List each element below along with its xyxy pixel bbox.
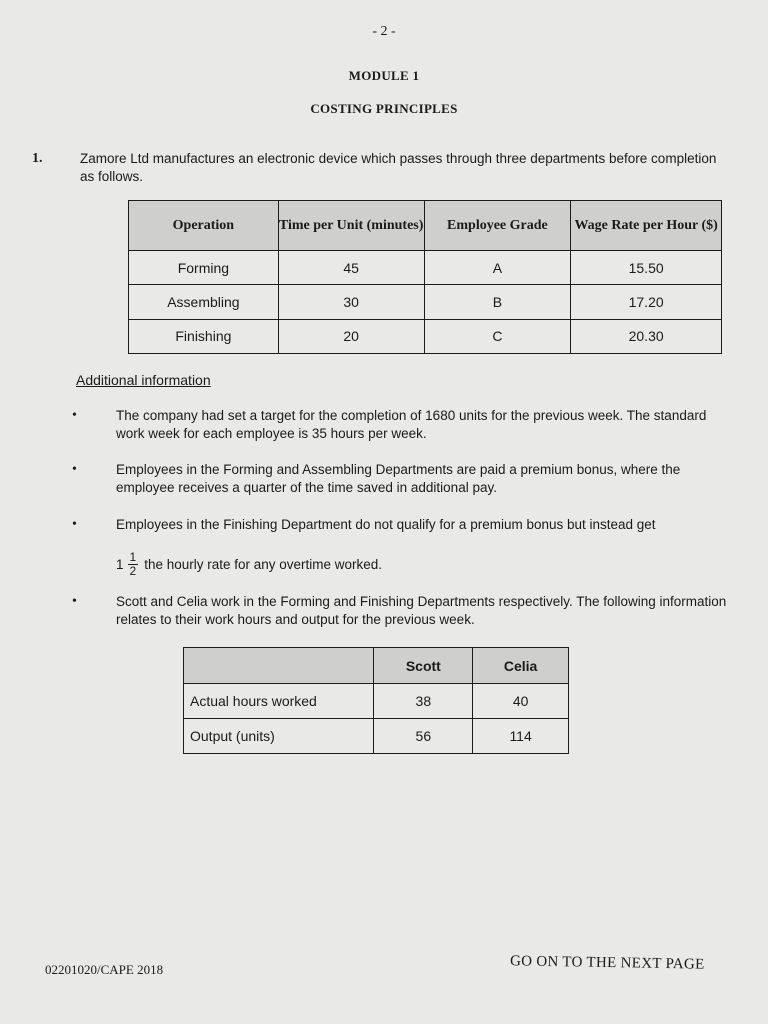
table-header-row [129, 201, 722, 251]
fraction-denominator: 2 [129, 564, 137, 578]
bullet-icon: • [72, 462, 77, 477]
column-header: Scott [374, 648, 473, 684]
table-row [184, 684, 569, 719]
next-page-notice: GO ON TO THE NEXT PAGE [509, 953, 705, 973]
bullet-text: The company had set a target for the completion of 1680 units for the previous week. The standard work week for each employee is 35 hours per week. [116, 408, 707, 441]
table-cell: Finishing [129, 319, 279, 353]
fraction [128, 551, 139, 578]
fraction-numerator: 1 [129, 550, 137, 564]
exam-code: 02201020/CAPE 2018 [45, 962, 164, 977]
table-cell: 20 [278, 319, 424, 353]
column-header [184, 648, 374, 684]
table-row [129, 319, 722, 353]
table-cell: 20.30 [571, 319, 722, 353]
table-cell: 56 [374, 719, 473, 754]
question-number: 1. [32, 151, 43, 166]
module-heading: MODULE 1 [348, 68, 420, 83]
bullet-icon: • [72, 517, 77, 532]
question-text: Zamore Ltd manufactures an electronic device which passes through three departments before completion as follows. [80, 151, 717, 184]
table-row [184, 719, 569, 754]
bullet-text: Scott and Celia work in the Forming and Finishing Departments respectively. The following information relates to their work hours and output for the previous week. [116, 594, 727, 627]
employee-table [183, 647, 569, 754]
table-cell: 17.20 [571, 285, 722, 319]
table-row [129, 251, 722, 285]
table-cell: 45 [278, 251, 424, 285]
table-cell: C [424, 319, 571, 353]
table-cell: 40 [473, 684, 569, 719]
column-header: Employee Grade [424, 201, 571, 251]
table-cell: B [424, 285, 571, 319]
table-header-row [184, 648, 569, 684]
table-cell: Assembling [129, 285, 279, 319]
operations-table [128, 200, 722, 354]
column-header: Time per Unit (minutes) [278, 201, 424, 251]
overtime-text: the hourly rate for any overtime worked. [144, 557, 383, 572]
bullet-text: Employees in the Finishing Department do not qualify for a premium bonus but instead get [116, 517, 656, 532]
overtime-rate-line [116, 551, 382, 578]
table-cell: 114 [473, 719, 569, 754]
row-label: Actual hours worked [184, 684, 374, 719]
section-title: COSTING PRINCIPLES [310, 101, 458, 116]
table-cell: A [424, 251, 571, 285]
bullet-icon: • [72, 594, 77, 609]
column-header: Celia [473, 648, 569, 684]
table-cell: 15.50 [571, 251, 722, 285]
additional-info-heading: Additional information [76, 372, 211, 388]
fraction-whole: 1 [116, 557, 124, 572]
column-header: Wage Rate per Hour ($) [571, 201, 722, 251]
page-number: - 2 - [372, 24, 396, 39]
table-row [129, 285, 722, 319]
row-label: Output (units) [184, 719, 374, 754]
column-header: Operation [129, 201, 279, 251]
table-cell: 38 [374, 684, 473, 719]
bullet-text: Employees in the Forming and Assembling Departments are paid a premium bonus, where the employee receives a quarter of the time saved in additional pay. [116, 462, 681, 495]
bullet-icon: • [72, 408, 77, 423]
table-cell: 30 [278, 285, 424, 319]
table-cell: Forming [129, 251, 279, 285]
